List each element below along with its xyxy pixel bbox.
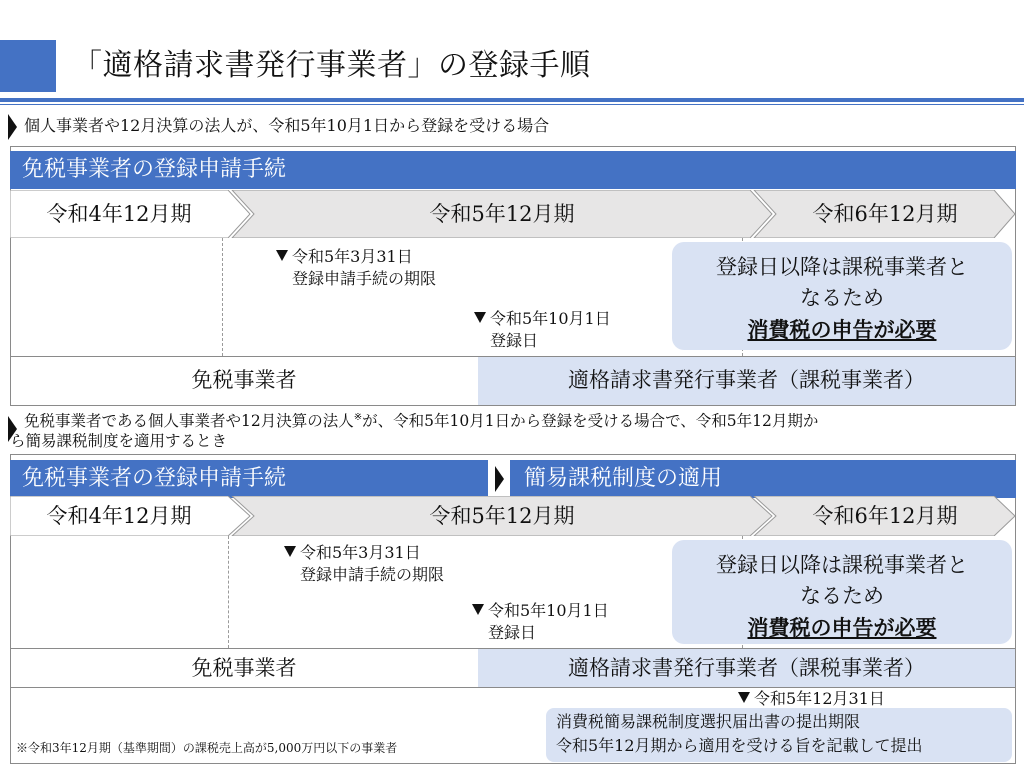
section2-heading-line2: ら簡易課税制度を適用するとき bbox=[10, 432, 228, 451]
down-triangle-icon bbox=[472, 604, 484, 615]
down-triangle-icon bbox=[474, 312, 486, 323]
note-mark: ※ bbox=[353, 412, 363, 423]
section2-heading-line1b: が、令和5年10月1日から登録を受ける場合で、令和5年12月期か bbox=[362, 412, 819, 431]
period-label-3: 令和6年12月期 bbox=[812, 504, 958, 528]
section1-status-after: 適格請求書発行事業者（課税事業者） bbox=[478, 357, 1015, 405]
section2-deadline bbox=[284, 542, 444, 586]
registration-date: 令和5年10月1日 bbox=[490, 309, 611, 328]
section2-status-before: 免税事業者 bbox=[191, 656, 297, 680]
down-triangle-icon bbox=[738, 692, 750, 703]
section1-registration bbox=[474, 308, 611, 352]
section1-period-row bbox=[10, 190, 1016, 238]
period-label-3: 令和6年12月期 bbox=[812, 202, 958, 226]
notice-line: なるため bbox=[800, 286, 884, 310]
title-divider bbox=[0, 98, 1024, 102]
section1-notice-bubble bbox=[672, 242, 1012, 350]
section1-bar bbox=[10, 151, 1016, 189]
election-note-line1: 消費税簡易課税制度選択届出書の提出期限 bbox=[556, 712, 861, 731]
period-divider bbox=[228, 536, 229, 648]
down-triangle-icon bbox=[284, 546, 296, 557]
simplified-pointer-box bbox=[488, 460, 510, 498]
notice-line: 登録日以降は課税事業者と bbox=[716, 553, 968, 577]
deadline-date: 令和5年3月31日 bbox=[300, 543, 421, 562]
period-label-1: 令和4年12月期 bbox=[46, 202, 192, 226]
registration-date: 令和5年10月1日 bbox=[488, 601, 609, 620]
notice-line: なるため bbox=[800, 584, 884, 608]
deadline-label: 登録申請手続の期限 bbox=[292, 269, 437, 288]
section2-heading bbox=[10, 408, 819, 451]
section1-heading: 個人事業者や12月決算の法人が、令和5年10月1日から登録を受ける場合 bbox=[24, 116, 550, 135]
period-label-2: 令和5年12月期 bbox=[429, 202, 575, 226]
notice-emphasis: 消費税の申告が必要 bbox=[747, 317, 937, 342]
section2-heading-line1: 免税事業者である個人事業者や12月決算の法人 bbox=[24, 412, 354, 431]
period-divider bbox=[222, 238, 223, 356]
section1-deadline bbox=[276, 246, 436, 290]
election-deadline bbox=[738, 688, 885, 710]
section2-status-after: 適格請求書発行事業者（課税事業者） bbox=[478, 649, 1015, 687]
page-title: 「適格請求書発行事業者」の登録手順 bbox=[72, 48, 591, 83]
registration-label: 登録日 bbox=[490, 331, 539, 350]
section2-period-row bbox=[10, 496, 1016, 536]
election-date: 令和5年12月31日 bbox=[754, 689, 885, 708]
down-triangle-icon bbox=[276, 250, 288, 261]
deadline-label: 登録申請手続の期限 bbox=[300, 565, 445, 584]
election-note-line2: 令和5年12月期から適用を受ける旨を記載して提出 bbox=[556, 736, 923, 755]
election-note-box bbox=[546, 708, 1012, 762]
section2-bar-label2: 簡易課税制度の適用 bbox=[524, 466, 723, 491]
section2-bar bbox=[10, 460, 1016, 498]
title-divider-thin bbox=[0, 104, 1024, 105]
section2-notice-bubble bbox=[672, 540, 1012, 644]
deadline-date: 令和5年3月31日 bbox=[292, 247, 413, 266]
section-pointer-icon bbox=[495, 466, 504, 492]
notice-line: 登録日以降は課税事業者と bbox=[716, 255, 968, 279]
period-label-1: 令和4年12月期 bbox=[46, 504, 192, 528]
notice-emphasis: 消費税の申告が必要 bbox=[747, 615, 937, 640]
title-accent-square bbox=[0, 40, 56, 92]
section2-registration bbox=[472, 600, 609, 644]
period-label-2: 令和5年12月期 bbox=[429, 504, 575, 528]
section1-status-before: 免税事業者 bbox=[191, 368, 297, 392]
section-pointer-icon bbox=[8, 114, 17, 140]
registration-label: 登録日 bbox=[488, 623, 537, 642]
section2-bar-label: 免税事業者の登録申請手続 bbox=[22, 466, 287, 491]
footnote: ※令和3年12月期（基準期間）の課税売上高が5,000万円以下の事業者 bbox=[16, 741, 398, 755]
section1-bar-label: 免税事業者の登録申請手続 bbox=[22, 157, 287, 182]
